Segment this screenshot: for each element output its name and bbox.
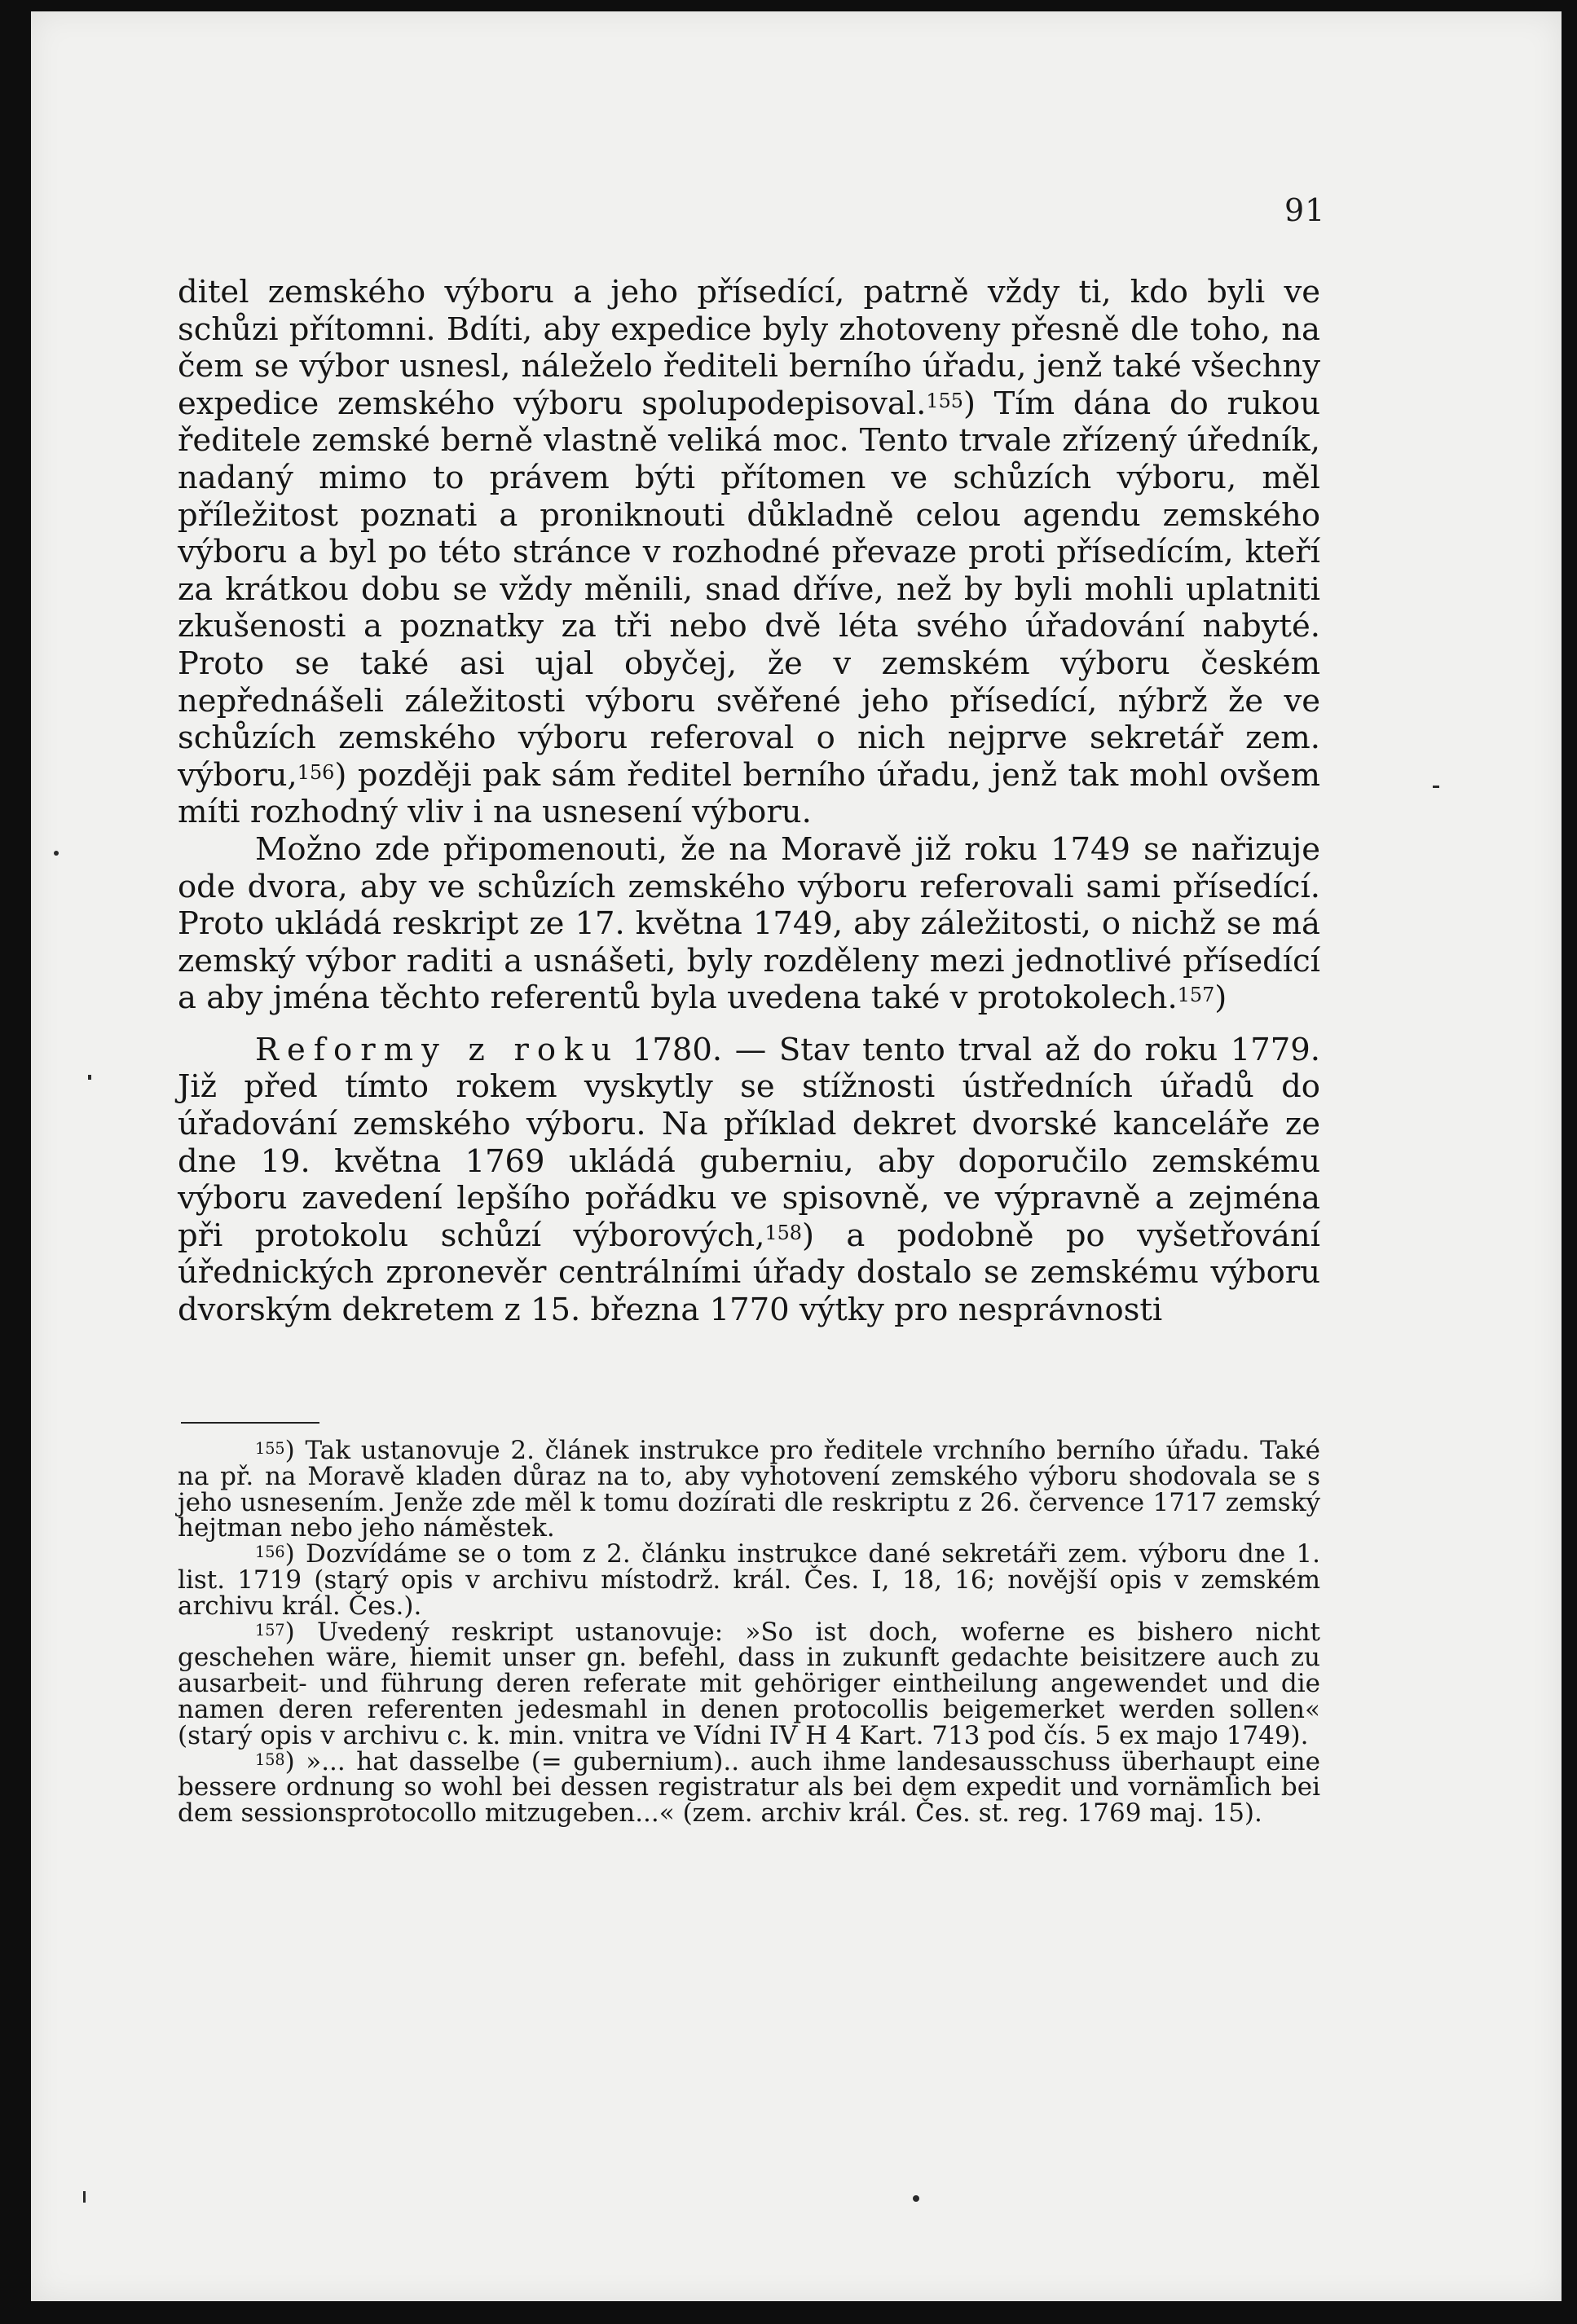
- footnote-ref: 155: [926, 389, 963, 412]
- scan-speck: [1433, 786, 1439, 788]
- footnote-number: 157: [255, 1620, 285, 1640]
- footnote-text: ) »... hat dasselbe (= gubernium).. auch ihme landesausschuss überhaupt eine bessere ordnung so wohl bei dessen registratur als bei dem expedit und vornämlich bei dem sessionsprotocollo mitzugeben...« (zem. archiv král. Čes. st. reg. 1769 maj. 15).: [178, 1746, 1320, 1829]
- text-run: ) později pak sám ředitel berního úřadu, jenž tak mohl ovšem míti rozhodný vliv i na usnesení výboru.: [178, 756, 1320, 831]
- footnote: [178, 1746, 1320, 1829]
- footnote-divider: [181, 1422, 319, 1424]
- scan-speck: [83, 2191, 86, 2203]
- footnote-text: ) Dozvídáme se o tom z 2. článku instrukce dané sekretáři zem. výboru dne 1. list. 1719 (starý opis v archivu místodrž. král. Čes. I, 18, 16; novější opis v zemském archivu král. Čes.).: [178, 1539, 1320, 1621]
- footnote: [178, 1539, 1320, 1621]
- footnote-number: 155: [255, 1439, 285, 1458]
- footnote-ref: 156: [297, 760, 335, 784]
- footnote-text: ) Uvedený reskript ustanovuje: »So ist doch, woferne es bishero nicht geschehen wäre, hiemit unser gn. befehl, dass in zukunft gedachte beisitzere auch zu ausarbeit- und führung deren referate mit gehöriger eintheilung angewendet und die namen deren referenten jedesmahl in denen protocollis beigemerket werden sollen« (starý opis v archivu c. k. min. vnitra ve Vídni IV H 4 Kart. 713 pod čís. 5 ex majo 1749).: [178, 1617, 1320, 1750]
- scan-speck: [913, 2195, 919, 2202]
- footnote-text: ) Tak ustanovuje 2. článek instrukce pro ředitele vrchního berního úřadu. Také na př. na Moravě kladen důraz na to, aby vyhotovení zemského výboru shodovala se s jeho usnesením. Jenže zde měl k tomu dozírati dle reskriptu z 26. července 1717 zemský hejtman nebo jeho náměstek.: [178, 1436, 1320, 1543]
- footnote: [178, 1438, 1320, 1542]
- section-heading: Reformy z roku: [255, 1031, 620, 1068]
- paragraph: [178, 274, 1320, 831]
- scanned-page: [31, 11, 1562, 2301]
- footnote-number: 158: [255, 1750, 285, 1769]
- text-run: ): [1214, 979, 1227, 1017]
- text-run: ditel zemského výboru a jeho přísedící, patrně vždy ti, kdo byli ve schůzi přítomni. Bdíti, aby expedice byly zhotoveny přesně dle toho, na čem se výbor usnesl, náleželo řediteli berního úřadu, jenž také všechny expedice zemského výboru spolupodepisoval.: [178, 274, 1320, 422]
- scan-speck: [88, 1075, 91, 1080]
- footnote: [178, 1617, 1320, 1750]
- text-run: 1780. — Stav tento trval až do roku 1779. Již před tímto rokem vyskytly se stížnosti ústředních úřadů do úřadování zemského výboru. Na příklad dekret dvorské kanceláře ze dne 19. května 1769 ukládá guberniu, aby doporučilo zemskému výboru zavedení lepšího pořádku ve spisovně, ve výpravně a zejména při protokolu schůzí výborových,: [178, 1031, 1320, 1254]
- page-number: 91: [1284, 192, 1326, 228]
- footnote-ref: 158: [764, 1221, 802, 1244]
- footnotes: [178, 1438, 1320, 1827]
- text-run: ) Tím dána do rukou ředitele zemské berně vlastně veliká moc. Tento trvale zřízený úředník, nadaný mimo to právem býti přítomen ve schůzích výboru, měl příležitost poznati a proniknouti důkladně celou agendu zemského výboru a byl po této stránce v rozhodné převaze proti přísedícím, kteří za krátkou dobu se vždy měnili, snad dříve, než by byli mohli uplatniti zkušenosti a poznatky za tři nebo dvě léta svého úřadování nabyté. Proto se také asi ujal obyčej, že v zemském výboru českém nepřednášeli záležitosti výboru svěřené jeho přísedící, nýbrž že ve schůzích zemského výboru referoval o nich nejprve sekretář zem. výboru,: [178, 385, 1320, 794]
- scan-speck: [54, 851, 59, 856]
- footnote-number: 156: [255, 1543, 285, 1562]
- text-run: Možno zde připomenouti, že na Moravě již roku 1749 se nařizuje ode dvora, aby ve schůzích zemského výboru referovali sami přísedící. Proto ukládá reskript ze 17. května 1749, aby záležitosti, o nichž se má zemský výbor raditi a usnášeti, byly rozděleny mezi jednotlivé přísedící a aby jména těchto referentů byla uvedena také v protokolech.: [178, 830, 1320, 1017]
- paragraph: [178, 1032, 1320, 1329]
- footnote-ref: 157: [1177, 984, 1215, 1007]
- text-run: ) a podobně po vyšetřování úřednických zpronevěr centrálními úřady dostalo se zemskému výboru dvorským dekretem z 15. března 1770 výtky pro nesprávnosti: [178, 1217, 1320, 1329]
- main-text: [178, 274, 1320, 1329]
- paragraph: [178, 831, 1320, 1017]
